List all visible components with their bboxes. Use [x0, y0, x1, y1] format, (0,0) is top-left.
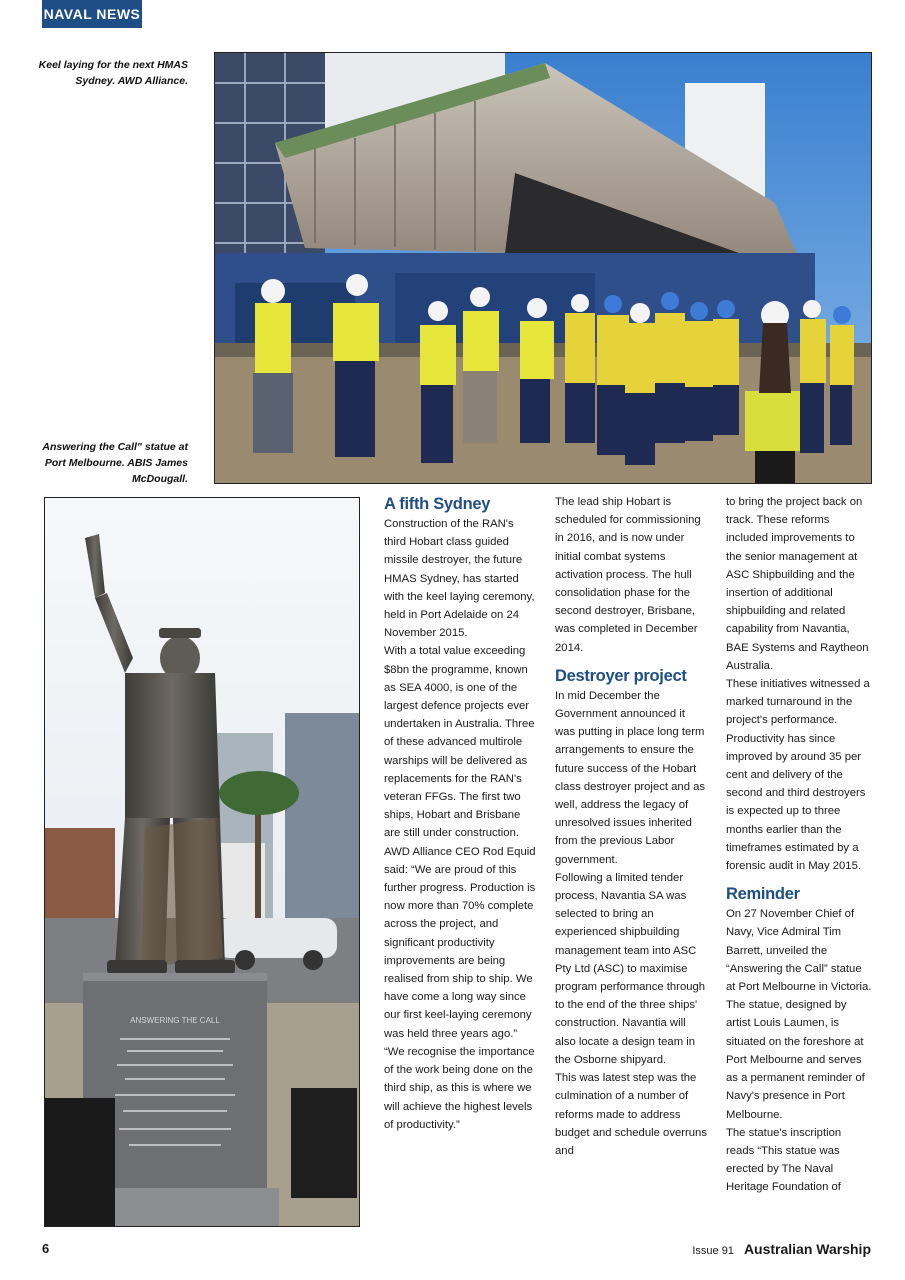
paragraph: Construction of the RAN's third Hobart class guided missile destroyer, the future HMAS Sydney, has started with the keel laying ceremony, held in Port Adelaide on 24 November 2015.: [384, 518, 535, 640]
heading-a-fifth-sydney: A fifth Sydney: [384, 495, 491, 513]
article-column-1: [384, 493, 536, 1134]
paragraph: In mid December the Government announced it was putting in place long term arrangements to ensure the future success of the Hobart class destroyer project and as well, address the legacy of unresolved issues inherited from the previous Labor government.: [555, 689, 706, 866]
paragraph: to bring the project back on track. These reforms included improvements to the senior management at ASC Shipbuilding and the insertion of additional shipbuilding and related capability from Navantia, BAE Systems and Raytheon Australia.: [726, 496, 869, 672]
paragraph: The lead ship Hobart is scheduled for commissioning in 2016, and is now under initial combat systems activation process. The hull consolidation phase for the second destroyer, Brisbane, was completed in December 2014.: [555, 496, 701, 654]
paragraph: Following a limited tender process, Navantia SA was selected to bring an experienced shipbuilding management team into ASC Pty Ltd (ASC) to maximise program performance through to the end of the three ships' construction. Navantia will also locate a design team in the Osborne shipyard.: [555, 871, 706, 1066]
keel-photo-caption: Keel laying for the next HMAS Sydney. AWD Alliance.: [38, 59, 188, 87]
page-number: 6: [42, 1241, 50, 1256]
paragraph: With a total value exceeding $8bn the programme, known as SEA 4000, is one of the largest defence projects ever undertaken in Australia. Three of these advanced multirole warships will be delivered as replacements for the RAN's veteran FFGs. The first two ships, Hobart and Brisbane are still under construction.: [384, 645, 535, 840]
plaque-inscription: ANSWERING THE CALL: [130, 1016, 220, 1025]
magazine-title: Australian Warship: [743, 1241, 871, 1257]
paragraph: AWD Alliance CEO Rod Equid said: “We are proud of this further progress. Production is now more than 70% complete across the project, and significant productivity improvements are being realised from ship to ship. We have come a long way since our first keel-laying ceremony was held three years ago.”: [384, 845, 536, 1040]
issue-number: Issue 91: [692, 1245, 734, 1257]
section-tag: NAVAL NEWS: [42, 0, 142, 28]
paragraph: On 27 November Chief of Navy, Vice Admiral Tim Barrett, unveiled the “Answering the Call” statue at Port Melbourne in Victoria. The statue, designed by artist Louis Laumen, is situated on the foreshore at Port Melbourne and serves as a permanent reminder of Navy's presence in Port Melbourne.: [726, 908, 872, 1121]
article-column-3: [726, 493, 872, 1197]
keel-laying-photo: [214, 52, 872, 484]
paragraph: “We recognise the importance of the work being done on the third ship, as this is where we will achieve the highest levels of productivity.”: [384, 1045, 535, 1131]
statue-photo-caption: Answering the Call" statue at Port Melbourne. ABIS James McDougall.: [42, 441, 188, 485]
footer: [692, 1241, 871, 1257]
paragraph: These initiatives witnessed a marked turnaround in the project's performance. Productivity has since improved by around 35 per cent and delivery of the second and third destroyers is expected up to three months earlier than the timeframes estimated by a forensic audit in May 2015.: [726, 678, 870, 873]
heading-destroyer-project: Destroyer project: [555, 666, 687, 685]
paragraph: The statue's inscription reads “This statue was erected by The Naval Heritage Foundation of: [726, 1126, 842, 1194]
heading-reminder: Reminder: [726, 885, 800, 904]
statue-photo: [44, 497, 360, 1227]
article-column-2: [555, 493, 707, 1160]
paragraph: This was latest step was the culmination of a number of reforms made to address budget and schedule overruns and: [555, 1072, 707, 1157]
